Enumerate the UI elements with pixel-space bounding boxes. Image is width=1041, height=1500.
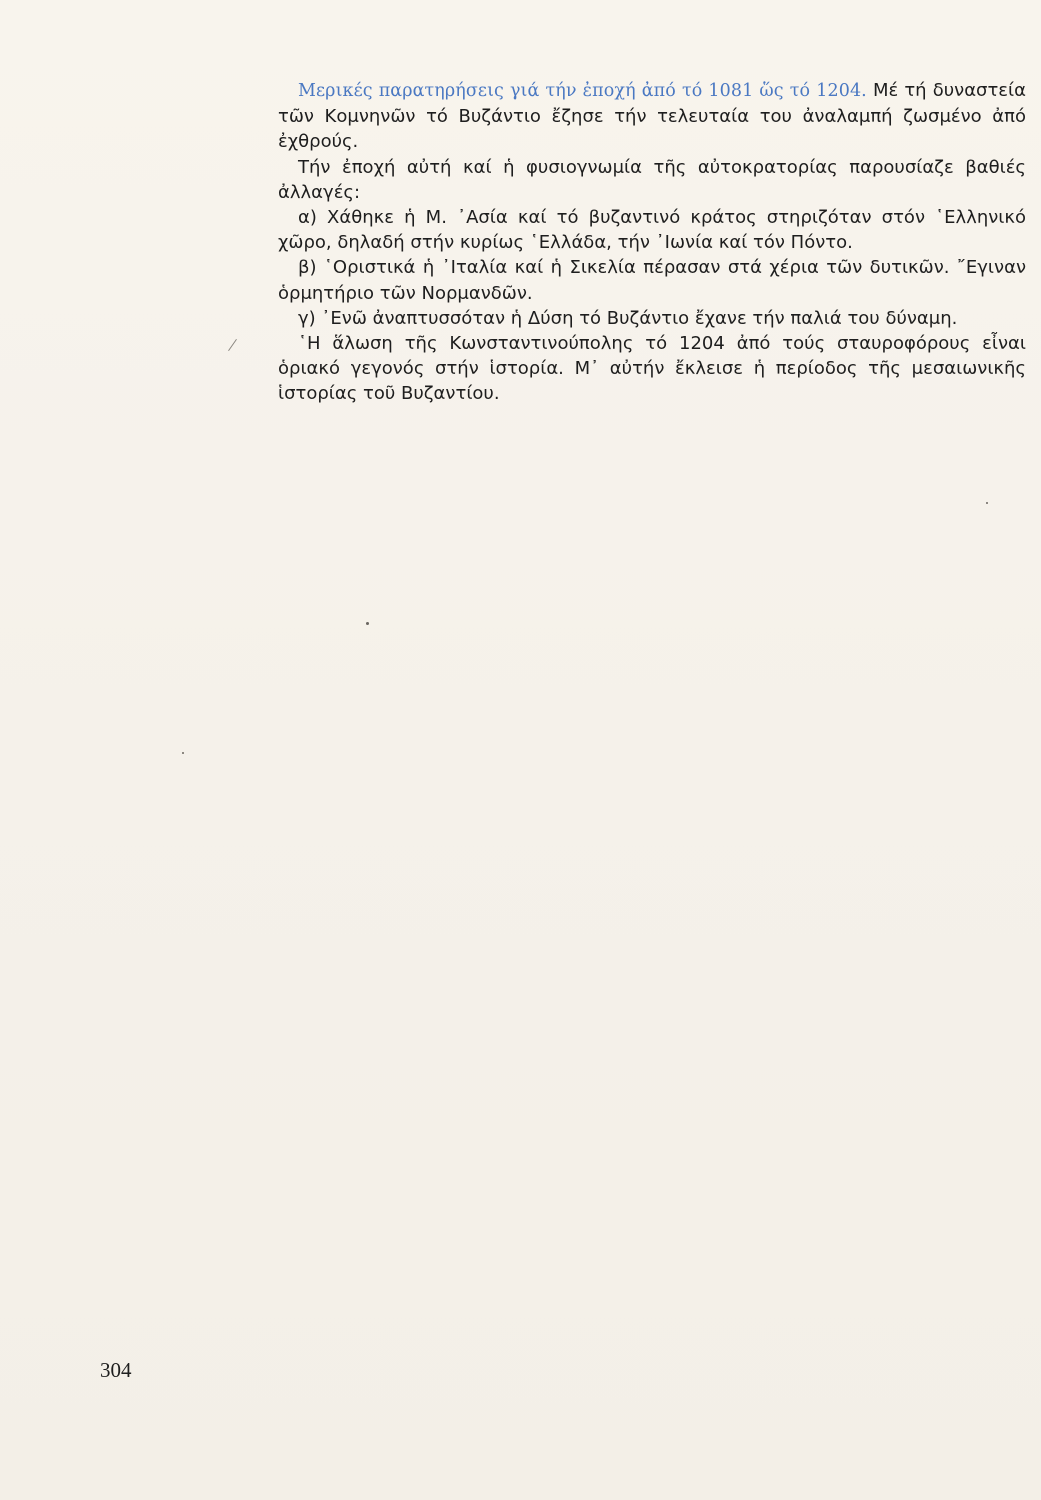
page-number: 304 xyxy=(100,1358,132,1382)
intro-paragraph xyxy=(278,78,1026,155)
paper-speck xyxy=(182,752,184,754)
paper-speck xyxy=(366,622,369,625)
body-text xyxy=(278,78,1026,407)
paragraph-c: γ) ᾿Ενῶ ἀναπτυσσόταν ἡ Δύση τό Βυζάντιο ἔχανε τήν παλιά του δύναμη. xyxy=(298,307,958,329)
intro-text: Μέ τή δυναστεία τῶν Κομνηνῶν τό Βυζάντιο ἔζησε τήν τελευταία του ἀναλαμπή ζωσμένο ἀπό ἐχθρούς. xyxy=(278,80,1026,153)
section-heading: Μερικές παρατηρήσεις γιά τήν ἐποχή ἀπό τό 1081 ὥς τό 1204. xyxy=(298,81,867,101)
pencil-mark xyxy=(228,339,237,351)
paper-speck xyxy=(986,502,988,504)
paragraph-b: β) ῾Οριστικά ἡ ᾿Ιταλία καί ἡ Σικελία πέρασαν στά χέρια τῶν δυτικῶν. ῎Εγιναν ὁρμητήριο τῶν Νορμανδῶν. xyxy=(278,257,1026,304)
paragraph-changes: Τήν ἐποχή αὐτή καί ἡ φυσιογνωμία τῆς αὐτοκρατορίας παρουσίαζε βαθιές ἀλλαγές: xyxy=(278,156,1026,203)
paragraph-conclusion: ῾Η ἅλωση τῆς Κωνσταντινούπολης τό 1204 ἀπό τούς σταυροφόρους εἶναι ὁριακό γεγονός στήν ἱστορία. Μ᾿ αὐτήν ἔκλεισε ἡ περίοδος τῆς μεσαιωνικῆς ἱστορίας τοῦ Βυζαντίου. xyxy=(278,333,1026,405)
paragraph-a: α) Χάθηκε ἡ Μ. ᾿Ασία καί τό βυζαντινό κράτος στηριζόταν στόν ῾Ελληνικό χῶρο, δηλαδή στήν κυρίως ῾Ελλάδα, τήν ᾿Ιωνία καί τόν Πόντο. xyxy=(278,207,1026,254)
